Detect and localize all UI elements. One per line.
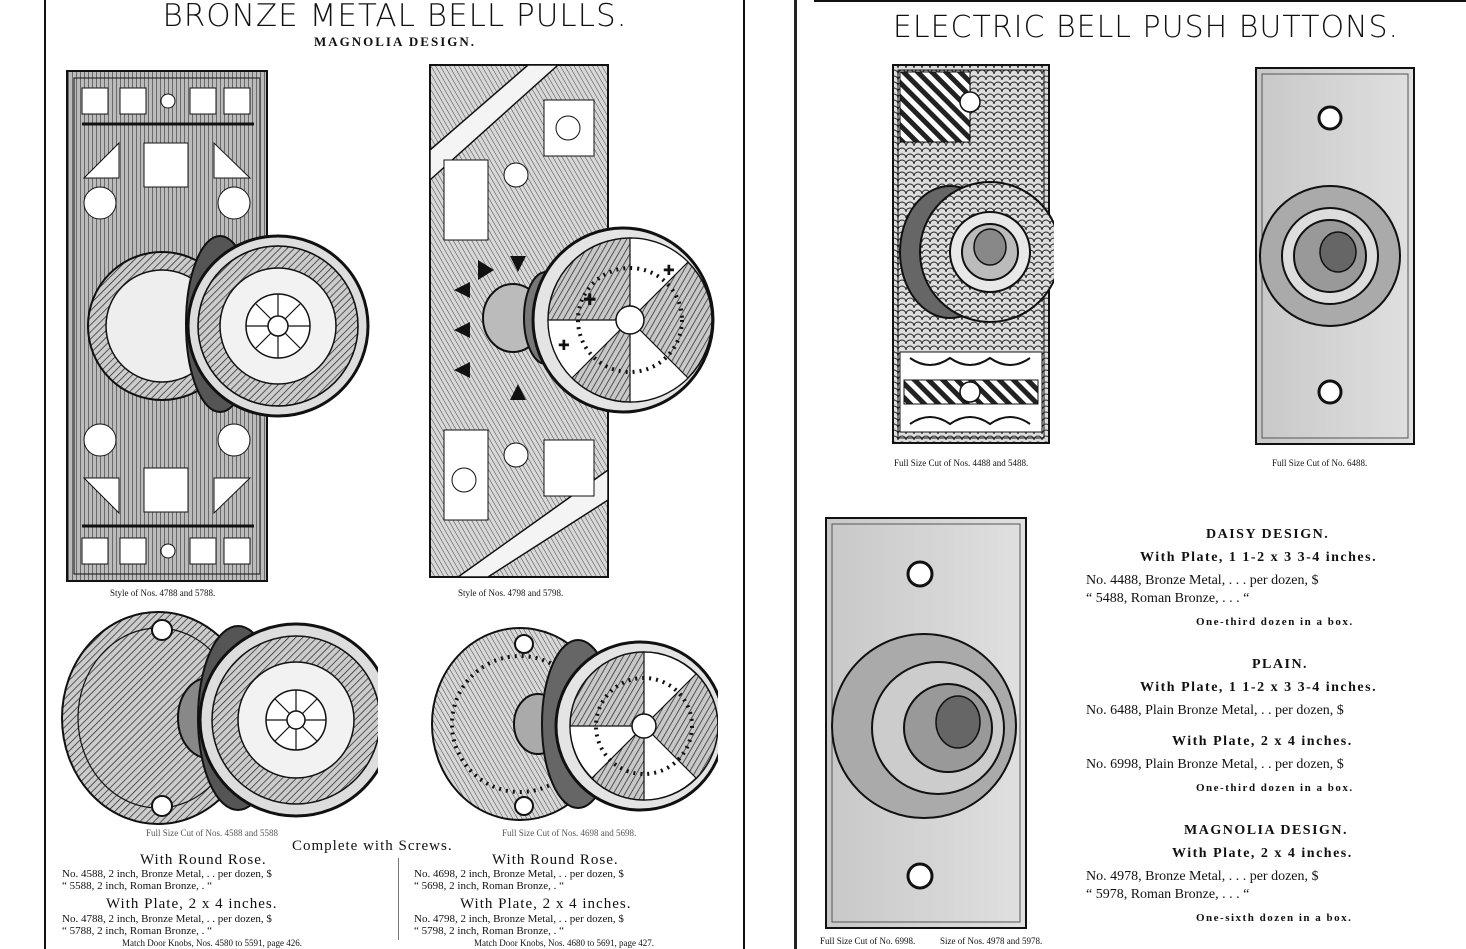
- col2-line-4698: No. 4698, 2 inch, Bronze Metal, . . per dozen, $: [414, 868, 624, 880]
- daisy-plate-size: With Plate, 1 1-2 x 3 3-4 inches.: [1140, 550, 1378, 565]
- plain-push-button-illustration: [1254, 66, 1416, 446]
- right-border-line: [743, 0, 745, 949]
- col1-round-rose-heading: With Round Rose.: [140, 852, 267, 868]
- page-subtitle: MAGNOLIA DESIGN.: [313, 34, 477, 49]
- plain-box-note: One-third dozen in a box.: [1196, 782, 1354, 794]
- plain-line-6488: No. 6488, Plain Bronze Metal, . . per dozen, $: [1086, 703, 1344, 718]
- gutter-line: [794, 0, 797, 949]
- magnolia-line-4978: No. 4978, Bronze Metal, . . . per dozen, $: [1086, 869, 1319, 884]
- top-border-line: [814, 0, 1466, 2]
- magnolia-heading: MAGNOLIA DESIGN.: [1184, 823, 1349, 838]
- large-push-button-illustration: [824, 516, 1028, 930]
- col1-line-5788: “ 5788, 2 inch, Roman Bronze, . “: [62, 925, 212, 937]
- plate1-caption: Style of Nos. 4788 and 5788.: [110, 588, 216, 598]
- complete-with-screws: Complete with Screws.: [292, 838, 453, 854]
- col2-plate-heading: With Plate, 2 x 4 inches.: [460, 896, 632, 912]
- daisy-line-4488: No. 4488, Bronze Metal, . . . per dozen, $: [1086, 573, 1319, 588]
- plate2-caption: Style of Nos. 4798 and 5798.: [458, 588, 564, 598]
- page-gutter: [790, 0, 806, 949]
- daisy-caption: Full Size Cut of Nos. 4488 and 5488.: [894, 458, 1029, 468]
- daisy-box-note: One-third dozen in a box.: [1196, 616, 1354, 628]
- col2-match-door-knobs: Match Door Knobs, Nos. 4680 to 5691, page 427.: [474, 938, 654, 948]
- col1-line-4788: No. 4788, 2 inch, Bronze Metal, . . per dozen, $: [62, 913, 272, 925]
- large-size-caption: Size of Nos. 4978 and 5978.: [940, 936, 1043, 946]
- svg-text:✚: ✚: [558, 338, 570, 354]
- col2-line-4798: No. 4798, 2 inch, Bronze Metal, . . per dozen, $: [414, 913, 624, 925]
- col1-line-5588: “ 5588, 2 inch, Roman Bronze, . “: [62, 880, 212, 892]
- col1-match-door-knobs: Match Door Knobs, Nos. 4580 to 5591, page 426.: [122, 938, 302, 948]
- svg-text:✚: ✚: [583, 290, 597, 309]
- col2-line-5698: “ 5698, 2 inch, Roman Bronze, . “: [414, 880, 564, 892]
- daisy-push-button-illustration: [890, 62, 1054, 448]
- magnolia-line-5978: “ 5978, Roman Bronze, . . . “: [1086, 887, 1250, 902]
- left-border-line: [44, 0, 46, 949]
- svg-text:✚: ✚: [663, 263, 675, 279]
- page-title: BRONZE METAL BELL PULLS.: [162, 0, 628, 34]
- right-page-title: ELECTRIC BELL PUSH BUTTONS.: [892, 10, 1400, 45]
- plain-plate-size-2: With Plate, 2 x 4 inches.: [1172, 734, 1353, 749]
- plain-heading: PLAIN.: [1252, 657, 1309, 672]
- daisy-heading: DAISY DESIGN.: [1206, 527, 1330, 542]
- col2-line-5798: “ 5798, 2 inch, Roman Bronze, . “: [414, 925, 564, 937]
- large-cut-caption: Full Size Cut of No. 6998.: [820, 936, 916, 946]
- daisy-line-5488: “ 5488, Roman Bronze, . . . “: [1086, 591, 1250, 606]
- geometric-plate-illustration: [418, 60, 718, 580]
- col1-line-4588: No. 4588, 2 inch, Bronze Metal, . . per dozen, $: [62, 868, 272, 880]
- magnolia-box-note: One-sixth dozen in a box.: [1196, 912, 1353, 924]
- col2-round-rose-heading: With Round Rose.: [492, 852, 619, 868]
- round-rose-geometric-illustration: [428, 624, 718, 830]
- col1-plate-heading: With Plate, 2 x 4 inches.: [106, 896, 278, 912]
- plain-caption: Full Size Cut of No. 6488.: [1272, 458, 1368, 468]
- magnolia-plate-size: With Plate, 2 x 4 inches.: [1172, 846, 1353, 861]
- column-divider: [398, 858, 399, 940]
- right-catalog-page: [806, 0, 1466, 949]
- magnolia-plate-illustration: [64, 68, 374, 584]
- rose1-caption: Full Size Cut of Nos. 4588 and 5588: [146, 828, 278, 838]
- plain-plate-size: With Plate, 1 1-2 x 3 3-4 inches.: [1140, 680, 1378, 695]
- round-rose-magnolia-illustration: [58, 606, 378, 832]
- rose2-caption: Full Size Cut of Nos. 4698 and 5698.: [502, 828, 637, 838]
- plain-line-6998: No. 6998, Plain Bronze Metal, . . per dozen, $: [1086, 757, 1344, 772]
